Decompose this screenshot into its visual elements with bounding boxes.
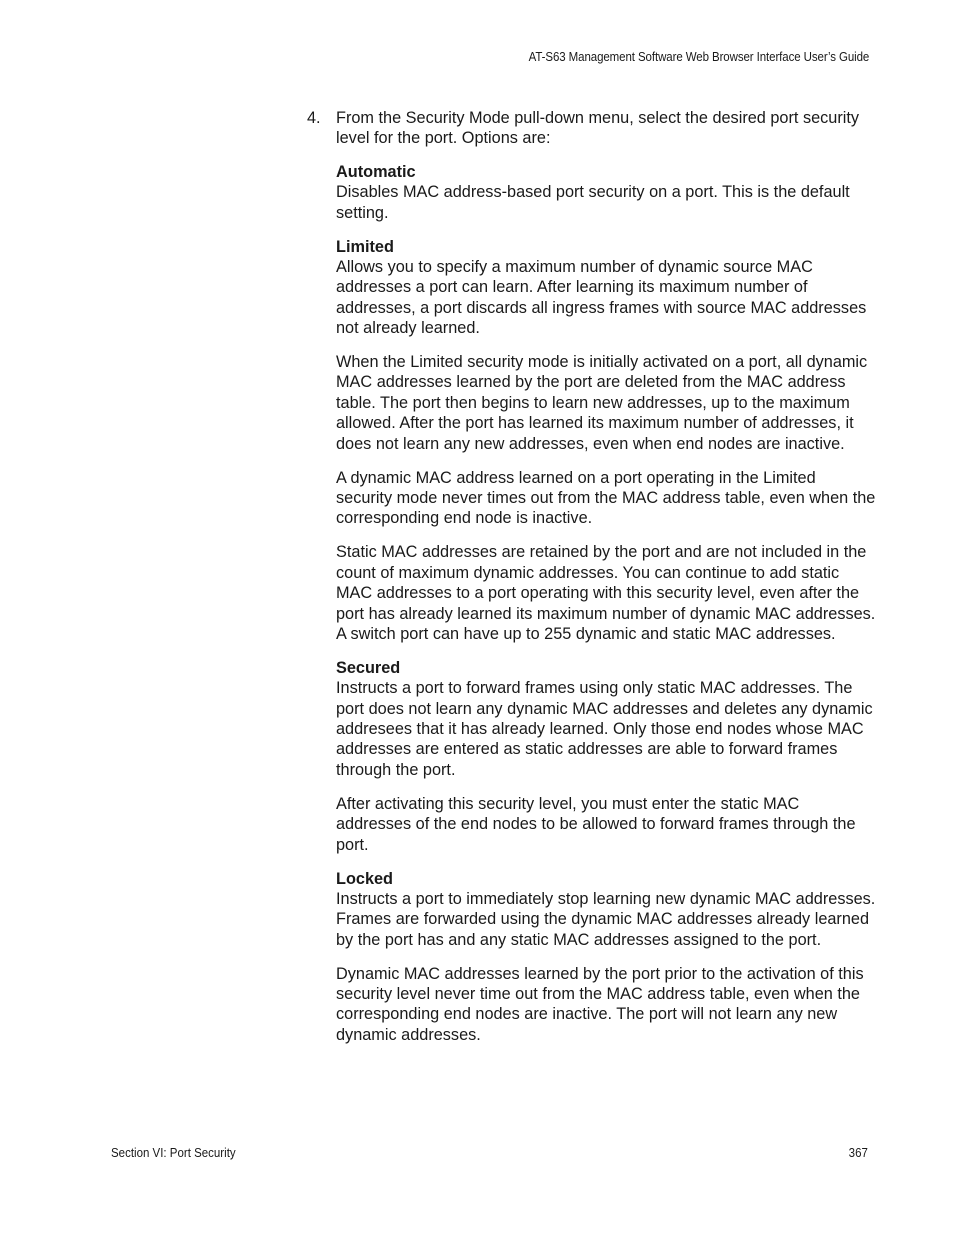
footer-section: Section VI: Port Security [111, 1146, 236, 1160]
step-text: From the Security Mode pull-down menu, select the desired port security level for the port. Options are: [336, 109, 860, 148]
option-limited [336, 237, 876, 645]
step-4 [307, 108, 876, 149]
step-number: 4. [307, 109, 321, 127]
running-header: AT-S63 Management Software Web Browser Interface User’s Guide [528, 50, 869, 64]
option-secured-paragraph: After activating this security level, you must enter the static MAC addresses of the end nodes to be allowed to forward frames through the port. [336, 794, 856, 854]
option-limited-paragraph: A dynamic MAC address learned on a port operating in the Limited security mode never times out from the MAC address table, even when the corresponding end node is inactive. [336, 468, 876, 528]
option-locked-paragraph: Instructs a port to immediately stop learning new dynamic MAC addresses. Frames are forwarded using the dynamic MAC addresses already learned by the port has and any static MAC addresses assigned to the port. [336, 889, 876, 949]
page-content [307, 108, 876, 1059]
option-locked [336, 869, 876, 1046]
option-title-locked: Locked [336, 869, 394, 888]
option-limited-paragraph: Static MAC addresses are retained by the port and are not included in the count of maximum dynamic addresses. You can continue to add static MAC addresses to a port operating with this security level, even after the port has already learned its maximum number of dynamic MAC addresses. A switch port can have up to 255 dynamic and static MAC addresses. [336, 543, 876, 643]
option-limited-paragraph: When the Limited security mode is initially activated on a port, all dynamic MAC addresses learned by the port are deleted from the MAC address table. The port then begins to learn new addresses, up to the maximum allowed. After the port has learned its maximum number of addresses, it does not learn any new addresses, even when end nodes are inactive. [336, 353, 868, 453]
option-secured [336, 658, 876, 855]
option-automatic-paragraph: Disables MAC address-based port security on a port. This is the default setting. [336, 183, 850, 222]
option-locked-paragraph: Dynamic MAC addresses learned by the port prior to the activation of this security level never time out from the MAC address table, even when the corresponding end nodes are inactive. The port will not learn any new dynamic addresses. [336, 964, 864, 1044]
option-limited-paragraph: Allows you to specify a maximum number of dynamic source MAC addresses a port can learn. After learning its maximum number of addresses, a port discards all ingress frames with source MAC addresses not already learned. [336, 257, 867, 338]
option-title-limited: Limited [336, 237, 394, 256]
option-title-automatic: Automatic [336, 162, 416, 181]
option-automatic [336, 162, 876, 223]
option-secured-paragraph: Instructs a port to forward frames using only static MAC addresses. The port does not learn any dynamic MAC addresses and deletes any dynamic addresees that it has already learned. Only those end nodes whose MAC addresses are entered as static addresses are able to forward frames through the port. [336, 679, 873, 779]
option-title-secured: Secured [336, 658, 401, 677]
footer-page-number: 367 [848, 1146, 868, 1160]
